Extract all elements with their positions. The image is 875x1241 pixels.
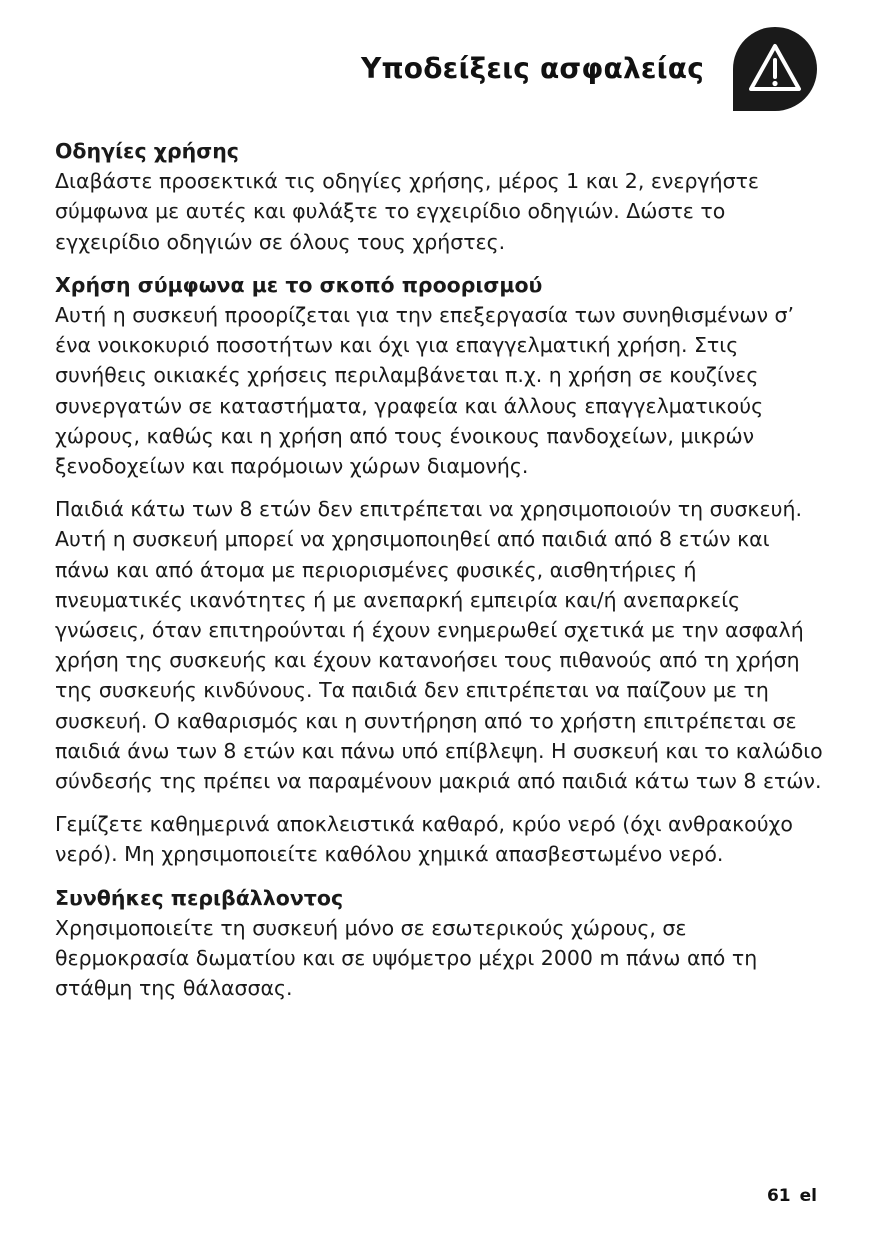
page-footer xyxy=(767,1186,817,1206)
paragraph-children: Παιδιά κάτω των 8 ετών δεν επιτρέπεται να χρησιμοποιούν τη συσκευή. Αυτή η συσκευή μπορεί να χρησιμοποιηθεί από παιδιά από 8 ετών και πάνω και από άτομα με περιορισμένες φυσικές, αισθητήριες ή πνευματικές ικανότητες ή με ανεπαρκή εμπειρία και/ή ανεπαρκείς γνώσεις, όταν επιτηρούνται ή έχουν ενημερωθεί σχετικά με την ασφαλή χρήση της συσκευής και έχουν κατανοήσει τους πιθανούς από τη χρήση της συσκευής κινδύνους. Τα παιδιά δεν επιτρέπεται να παίζουν με τη συσκευή. Ο καθαρισμός και η συντήρηση από το χρήστη επιτρέπεται σε παιδιά άνω των 8 ετών και πάνω υπό επίβλεψη. Η συσκευή και το καλώδιο σύνδεσής της πρέπει να παραμένουν μακριά από παιδιά κάτω των 8 ετών. xyxy=(55,497,823,794)
warning-triangle-icon xyxy=(733,27,817,111)
language-code: el xyxy=(799,1186,817,1206)
section-heading-usage: Οδηγίες χρήσης xyxy=(55,139,239,163)
section-text-intended-use: Αυτή η συσκευή προορίζεται για την επεξεργασία των συνηθισμένων σ’ ένα νοικοκυριό ποσοτήτων και όχι για επαγγελματική χρήση. Στις συνήθεις οικιακές χρήσεις περιλαμβάνεται π.χ. η χρήση σε κουζίνες συνεργατών σε καταστήματα, γραφεία και άλλους επαγγελματικούς χώρους, καθώς και η χρήση από τους ένοικους πανδοχείων, μικρών ξενοδοχείων και παρόμοιων χώρων διαμονής. xyxy=(55,303,795,479)
section-heading-intended-use: Χρήση σύμφωνα με το σκοπό προορισμού xyxy=(55,272,543,297)
section-text-environment: Χρησιμοποιείτε τη συσκευή μόνο σε εσωτερικούς χώρους, σε θερμοκρασία δωματίου και σε υψόμετρο μέχρι 2000 m πάνω από τη στάθμη της θάλασσας. xyxy=(55,915,758,1001)
section-heading-environment: Συνθήκες περιβάλλοντος xyxy=(55,885,344,910)
section-text-usage: Διαβάστε προσεκτικά τις οδηγίες χρήσης, μέρος 1 και 2, ενεργήστε σύμφωνα με αυτές και φυλάξτε το εγχειρίδιο οδηγιών. Δώστε το εγχειρίδιο οδηγιών σε όλους τους χρήστες. xyxy=(55,169,760,254)
warning-badge xyxy=(733,27,817,111)
page-title: Υποδείξεις ασφαλείας xyxy=(360,52,704,85)
page-number: 61 xyxy=(766,1186,791,1206)
main-content xyxy=(55,136,825,1016)
paragraph-water: Γεμίζετε καθημερινά αποκλειστικά καθαρό, κρύο νερό (όχι ανθρακούχο νερό). Μη χρησιμοποιείτε καθόλου χημικά απασβεστωμένο νερό. xyxy=(55,812,793,867)
